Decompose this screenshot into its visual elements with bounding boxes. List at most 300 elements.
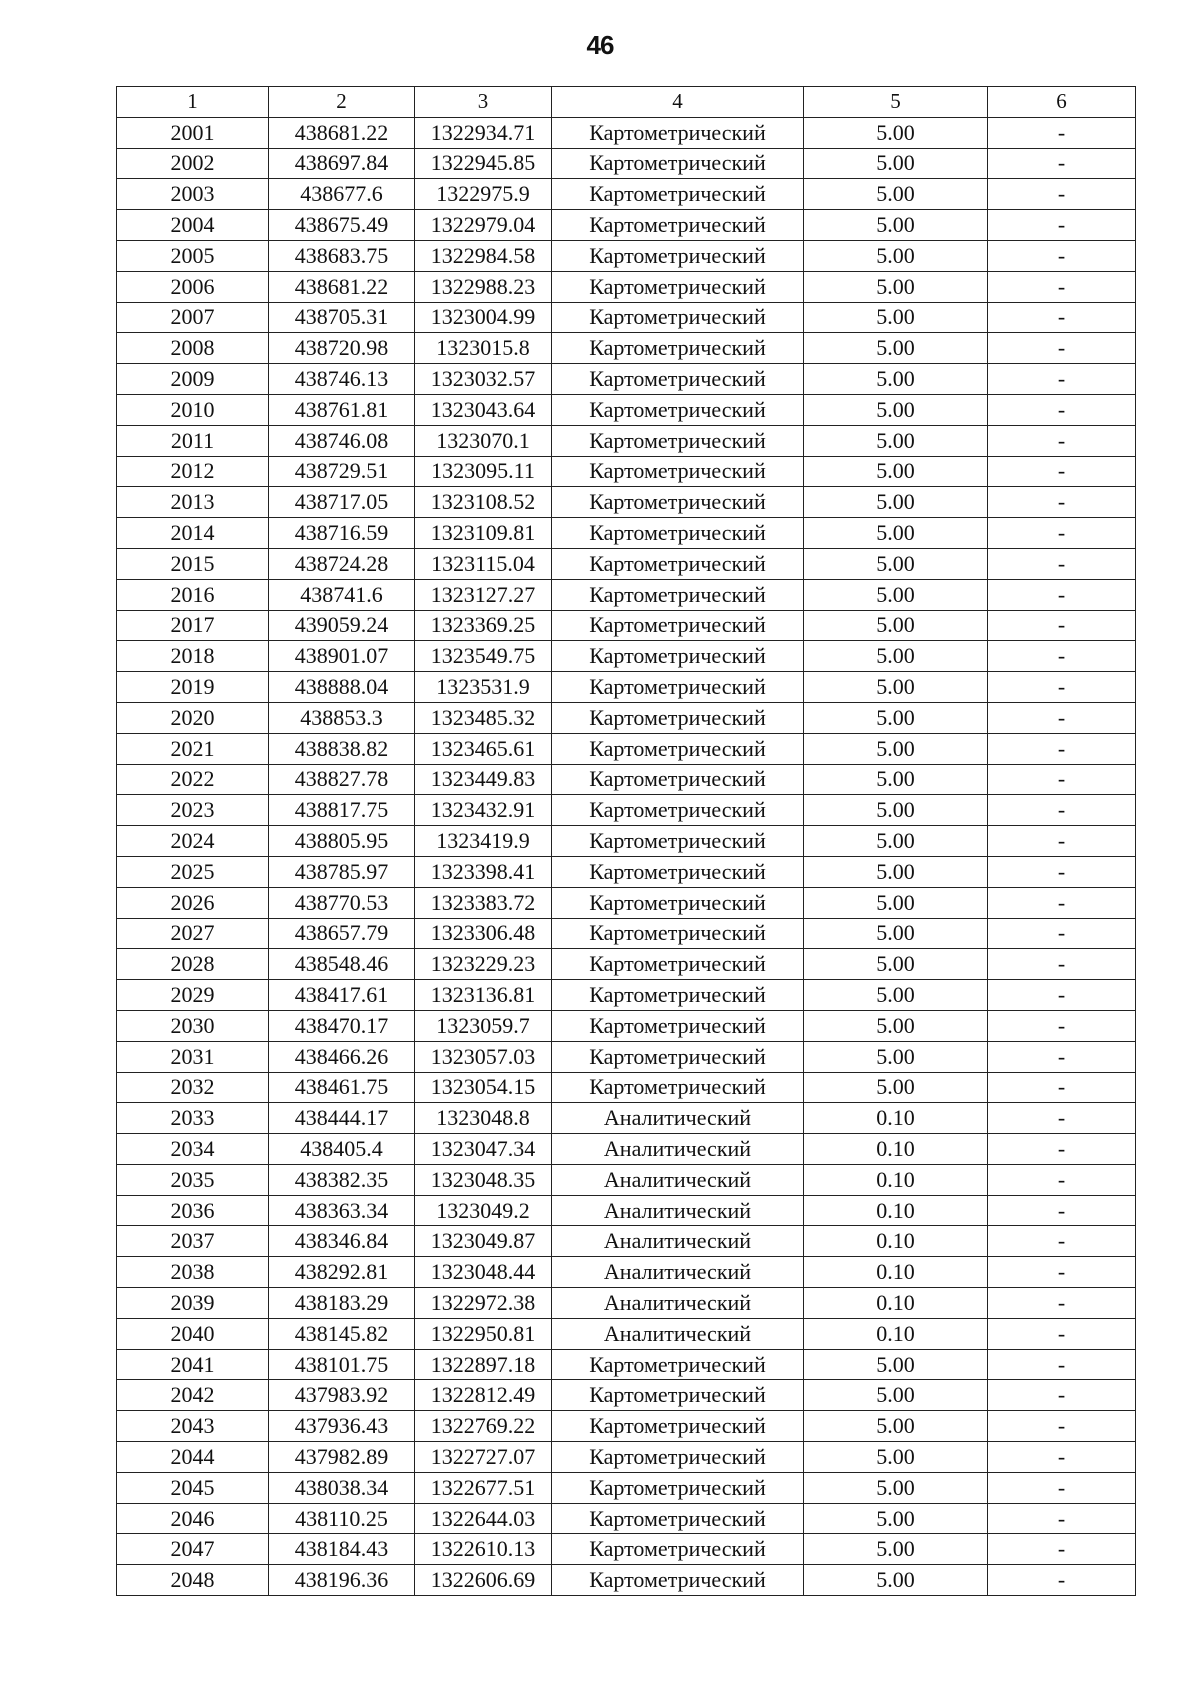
y-coordinate-cell: 1323306.48 <box>415 918 552 949</box>
method-cell: Картометрический <box>552 610 804 641</box>
note-cell: - <box>988 302 1136 333</box>
point-number-cell: 2045 <box>117 1472 269 1503</box>
x-coordinate-cell: 438716.59 <box>269 518 415 549</box>
table-row <box>117 1380 1136 1411</box>
note-cell: - <box>988 579 1136 610</box>
note-cell: - <box>988 610 1136 641</box>
note-cell: - <box>988 887 1136 918</box>
accuracy-cell: 5.00 <box>804 548 988 579</box>
table-row <box>117 1010 1136 1041</box>
x-coordinate-cell: 438101.75 <box>269 1349 415 1380</box>
table-row <box>117 487 1136 518</box>
method-cell: Картометрический <box>552 456 804 487</box>
point-number-cell: 2002 <box>117 148 269 179</box>
method-cell: Картометрический <box>552 764 804 795</box>
point-number-cell: 2043 <box>117 1411 269 1442</box>
note-cell: - <box>988 364 1136 395</box>
accuracy-cell: 5.00 <box>804 487 988 518</box>
column-header: 3 <box>415 87 552 118</box>
note-cell: - <box>988 425 1136 456</box>
accuracy-cell: 5.00 <box>804 1041 988 1072</box>
table-header-row <box>117 87 1136 118</box>
x-coordinate-cell: 438657.79 <box>269 918 415 949</box>
y-coordinate-cell: 1323108.52 <box>415 487 552 518</box>
point-number-cell: 2037 <box>117 1226 269 1257</box>
note-cell: - <box>988 117 1136 148</box>
table-body <box>117 117 1136 1595</box>
accuracy-cell: 5.00 <box>804 394 988 425</box>
table-row <box>117 271 1136 302</box>
y-coordinate-cell: 1322727.07 <box>415 1442 552 1473</box>
method-cell: Картометрический <box>552 548 804 579</box>
y-coordinate-cell: 1323549.75 <box>415 641 552 672</box>
method-cell: Картометрический <box>552 364 804 395</box>
method-cell: Аналитический <box>552 1288 804 1319</box>
table-row <box>117 394 1136 425</box>
note-cell: - <box>988 394 1136 425</box>
note-cell: - <box>988 518 1136 549</box>
accuracy-cell: 5.00 <box>804 856 988 887</box>
point-number-cell: 2034 <box>117 1134 269 1165</box>
table-row <box>117 364 1136 395</box>
accuracy-cell: 5.00 <box>804 1503 988 1534</box>
note-cell: - <box>988 1411 1136 1442</box>
x-coordinate-cell: 438746.13 <box>269 364 415 395</box>
y-coordinate-cell: 1323109.81 <box>415 518 552 549</box>
point-number-cell: 2004 <box>117 210 269 241</box>
y-coordinate-cell: 1323449.83 <box>415 764 552 795</box>
table-row <box>117 1072 1136 1103</box>
accuracy-cell: 5.00 <box>804 949 988 980</box>
y-coordinate-cell: 1322610.13 <box>415 1534 552 1565</box>
point-number-cell: 2021 <box>117 733 269 764</box>
point-number-cell: 2007 <box>117 302 269 333</box>
y-coordinate-cell: 1323136.81 <box>415 980 552 1011</box>
y-coordinate-cell: 1323115.04 <box>415 548 552 579</box>
accuracy-cell: 5.00 <box>804 672 988 703</box>
accuracy-cell: 0.10 <box>804 1134 988 1165</box>
table-row <box>117 1442 1136 1473</box>
note-cell: - <box>988 733 1136 764</box>
note-cell: - <box>988 949 1136 980</box>
y-coordinate-cell: 1322950.81 <box>415 1318 552 1349</box>
note-cell: - <box>988 1288 1136 1319</box>
y-coordinate-cell: 1323432.91 <box>415 795 552 826</box>
note-cell: - <box>988 1318 1136 1349</box>
point-number-cell: 2047 <box>117 1534 269 1565</box>
x-coordinate-cell: 438741.6 <box>269 579 415 610</box>
accuracy-cell: 5.00 <box>804 887 988 918</box>
method-cell: Аналитический <box>552 1226 804 1257</box>
accuracy-cell: 5.00 <box>804 117 988 148</box>
note-cell: - <box>988 1503 1136 1534</box>
x-coordinate-cell: 438548.46 <box>269 949 415 980</box>
point-number-cell: 2019 <box>117 672 269 703</box>
note-cell: - <box>988 1134 1136 1165</box>
point-number-cell: 2010 <box>117 394 269 425</box>
point-number-cell: 2014 <box>117 518 269 549</box>
accuracy-cell: 5.00 <box>804 210 988 241</box>
point-number-cell: 2023 <box>117 795 269 826</box>
x-coordinate-cell: 438405.4 <box>269 1134 415 1165</box>
y-coordinate-cell: 1322975.9 <box>415 179 552 210</box>
method-cell: Аналитический <box>552 1318 804 1349</box>
accuracy-cell: 5.00 <box>804 518 988 549</box>
table-row <box>117 702 1136 733</box>
note-cell: - <box>988 333 1136 364</box>
y-coordinate-cell: 1323383.72 <box>415 887 552 918</box>
y-coordinate-cell: 1322984.58 <box>415 240 552 271</box>
table-row <box>117 1041 1136 1072</box>
point-number-cell: 2039 <box>117 1288 269 1319</box>
method-cell: Картометрический <box>552 918 804 949</box>
method-cell: Картометрический <box>552 1442 804 1473</box>
method-cell: Картометрический <box>552 210 804 241</box>
y-coordinate-cell: 1323127.27 <box>415 579 552 610</box>
accuracy-cell: 5.00 <box>804 579 988 610</box>
x-coordinate-cell: 439059.24 <box>269 610 415 641</box>
accuracy-cell: 5.00 <box>804 1349 988 1380</box>
y-coordinate-cell: 1322769.22 <box>415 1411 552 1442</box>
note-cell: - <box>988 918 1136 949</box>
method-cell: Картометрический <box>552 949 804 980</box>
table-row <box>117 1503 1136 1534</box>
note-cell: - <box>988 641 1136 672</box>
x-coordinate-cell: 438038.34 <box>269 1472 415 1503</box>
accuracy-cell: 5.00 <box>804 733 988 764</box>
note-cell: - <box>988 1257 1136 1288</box>
note-cell: - <box>988 795 1136 826</box>
method-cell: Картометрический <box>552 302 804 333</box>
table-row <box>117 148 1136 179</box>
y-coordinate-cell: 1322934.71 <box>415 117 552 148</box>
table-row <box>117 826 1136 857</box>
point-number-cell: 2036 <box>117 1195 269 1226</box>
x-coordinate-cell: 438196.36 <box>269 1565 415 1596</box>
y-coordinate-cell: 1323070.1 <box>415 425 552 456</box>
method-cell: Картометрический <box>552 487 804 518</box>
y-coordinate-cell: 1323059.7 <box>415 1010 552 1041</box>
x-coordinate-cell: 438785.97 <box>269 856 415 887</box>
accuracy-cell: 5.00 <box>804 425 988 456</box>
x-coordinate-cell: 438770.53 <box>269 887 415 918</box>
note-cell: - <box>988 764 1136 795</box>
point-number-cell: 2046 <box>117 1503 269 1534</box>
y-coordinate-cell: 1323419.9 <box>415 826 552 857</box>
accuracy-cell: 5.00 <box>804 1411 988 1442</box>
method-cell: Картометрический <box>552 980 804 1011</box>
y-coordinate-cell: 1323054.15 <box>415 1072 552 1103</box>
y-coordinate-cell: 1323048.44 <box>415 1257 552 1288</box>
table-row <box>117 949 1136 980</box>
point-number-cell: 2022 <box>117 764 269 795</box>
table-row <box>117 579 1136 610</box>
table-row <box>117 548 1136 579</box>
table-row <box>117 1472 1136 1503</box>
table-row <box>117 672 1136 703</box>
x-coordinate-cell: 438382.35 <box>269 1164 415 1195</box>
point-number-cell: 2025 <box>117 856 269 887</box>
table-row <box>117 1318 1136 1349</box>
note-cell: - <box>988 826 1136 857</box>
table-row <box>117 887 1136 918</box>
table-row <box>117 1164 1136 1195</box>
x-coordinate-cell: 438363.34 <box>269 1195 415 1226</box>
accuracy-cell: 5.00 <box>804 148 988 179</box>
table-row <box>117 425 1136 456</box>
y-coordinate-cell: 1322677.51 <box>415 1472 552 1503</box>
x-coordinate-cell: 438346.84 <box>269 1226 415 1257</box>
y-coordinate-cell: 1323004.99 <box>415 302 552 333</box>
y-coordinate-cell: 1323229.23 <box>415 949 552 980</box>
note-cell: - <box>988 1103 1136 1134</box>
y-coordinate-cell: 1322644.03 <box>415 1503 552 1534</box>
accuracy-cell: 5.00 <box>804 179 988 210</box>
note-cell: - <box>988 1380 1136 1411</box>
note-cell: - <box>988 179 1136 210</box>
table-row <box>117 456 1136 487</box>
x-coordinate-cell: 438817.75 <box>269 795 415 826</box>
note-cell: - <box>988 210 1136 241</box>
x-coordinate-cell: 438292.81 <box>269 1257 415 1288</box>
y-coordinate-cell: 1323531.9 <box>415 672 552 703</box>
x-coordinate-cell: 438681.22 <box>269 117 415 148</box>
x-coordinate-cell: 438417.61 <box>269 980 415 1011</box>
y-coordinate-cell: 1323369.25 <box>415 610 552 641</box>
table-row <box>117 980 1136 1011</box>
x-coordinate-cell: 438677.6 <box>269 179 415 210</box>
point-number-cell: 2035 <box>117 1164 269 1195</box>
y-coordinate-cell: 1322988.23 <box>415 271 552 302</box>
accuracy-cell: 5.00 <box>804 1534 988 1565</box>
accuracy-cell: 5.00 <box>804 271 988 302</box>
x-coordinate-cell: 438724.28 <box>269 548 415 579</box>
note-cell: - <box>988 702 1136 733</box>
x-coordinate-cell: 438853.3 <box>269 702 415 733</box>
point-number-cell: 2029 <box>117 980 269 1011</box>
point-number-cell: 2001 <box>117 117 269 148</box>
method-cell: Картометрический <box>552 148 804 179</box>
y-coordinate-cell: 1323398.41 <box>415 856 552 887</box>
accuracy-cell: 5.00 <box>804 764 988 795</box>
method-cell: Картометрический <box>552 702 804 733</box>
point-number-cell: 2040 <box>117 1318 269 1349</box>
method-cell: Картометрический <box>552 826 804 857</box>
point-number-cell: 2005 <box>117 240 269 271</box>
table-row <box>117 518 1136 549</box>
x-coordinate-cell: 438444.17 <box>269 1103 415 1134</box>
method-cell: Картометрический <box>552 117 804 148</box>
accuracy-cell: 5.00 <box>804 1472 988 1503</box>
accuracy-cell: 5.00 <box>804 980 988 1011</box>
method-cell: Аналитический <box>552 1134 804 1165</box>
method-cell: Картометрический <box>552 271 804 302</box>
x-coordinate-cell: 438461.75 <box>269 1072 415 1103</box>
note-cell: - <box>988 548 1136 579</box>
y-coordinate-cell: 1323057.03 <box>415 1041 552 1072</box>
y-coordinate-cell: 1323015.8 <box>415 333 552 364</box>
table-row <box>117 1565 1136 1596</box>
accuracy-cell: 5.00 <box>804 918 988 949</box>
y-coordinate-cell: 1322897.18 <box>415 1349 552 1380</box>
table-row <box>117 764 1136 795</box>
accuracy-cell: 0.10 <box>804 1195 988 1226</box>
accuracy-cell: 5.00 <box>804 364 988 395</box>
x-coordinate-cell: 438901.07 <box>269 641 415 672</box>
method-cell: Картометрический <box>552 641 804 672</box>
x-coordinate-cell: 438705.31 <box>269 302 415 333</box>
method-cell: Аналитический <box>552 1164 804 1195</box>
y-coordinate-cell: 1322979.04 <box>415 210 552 241</box>
method-cell: Картометрический <box>552 1380 804 1411</box>
y-coordinate-cell: 1323095.11 <box>415 456 552 487</box>
x-coordinate-cell: 438720.98 <box>269 333 415 364</box>
accuracy-cell: 0.10 <box>804 1318 988 1349</box>
y-coordinate-cell: 1322945.85 <box>415 148 552 179</box>
table-row <box>117 610 1136 641</box>
table-row <box>117 302 1136 333</box>
x-coordinate-cell: 438805.95 <box>269 826 415 857</box>
note-cell: - <box>988 1442 1136 1473</box>
y-coordinate-cell: 1322972.38 <box>415 1288 552 1319</box>
accuracy-cell: 5.00 <box>804 240 988 271</box>
x-coordinate-cell: 438761.81 <box>269 394 415 425</box>
point-number-cell: 2033 <box>117 1103 269 1134</box>
x-coordinate-cell: 438717.05 <box>269 487 415 518</box>
point-number-cell: 2020 <box>117 702 269 733</box>
accuracy-cell: 0.10 <box>804 1226 988 1257</box>
method-cell: Картометрический <box>552 1010 804 1041</box>
table-row <box>117 856 1136 887</box>
x-coordinate-cell: 438183.29 <box>269 1288 415 1319</box>
method-cell: Картометрический <box>552 1472 804 1503</box>
point-number-cell: 2030 <box>117 1010 269 1041</box>
x-coordinate-cell: 437983.92 <box>269 1380 415 1411</box>
y-coordinate-cell: 1323049.87 <box>415 1226 552 1257</box>
note-cell: - <box>988 487 1136 518</box>
x-coordinate-cell: 438697.84 <box>269 148 415 179</box>
point-number-cell: 2003 <box>117 179 269 210</box>
y-coordinate-cell: 1323048.8 <box>415 1103 552 1134</box>
method-cell: Картометрический <box>552 887 804 918</box>
accuracy-cell: 5.00 <box>804 1442 988 1473</box>
point-number-cell: 2031 <box>117 1041 269 1072</box>
table-row <box>117 1134 1136 1165</box>
y-coordinate-cell: 1323048.35 <box>415 1164 552 1195</box>
point-number-cell: 2016 <box>117 579 269 610</box>
method-cell: Картометрический <box>552 518 804 549</box>
y-coordinate-cell: 1322606.69 <box>415 1565 552 1596</box>
accuracy-cell: 5.00 <box>804 641 988 672</box>
method-cell: Картометрический <box>552 1534 804 1565</box>
method-cell: Аналитический <box>552 1257 804 1288</box>
point-number-cell: 2038 <box>117 1257 269 1288</box>
point-number-cell: 2032 <box>117 1072 269 1103</box>
table-row <box>117 1257 1136 1288</box>
method-cell: Картометрический <box>552 856 804 887</box>
table-row <box>117 1288 1136 1319</box>
accuracy-cell: 5.00 <box>804 1010 988 1041</box>
table-row <box>117 1349 1136 1380</box>
x-coordinate-cell: 438746.08 <box>269 425 415 456</box>
table-row <box>117 733 1136 764</box>
note-cell: - <box>988 980 1136 1011</box>
method-cell: Картометрический <box>552 795 804 826</box>
x-coordinate-cell: 438729.51 <box>269 456 415 487</box>
column-header: 4 <box>552 87 804 118</box>
note-cell: - <box>988 1010 1136 1041</box>
x-coordinate-cell: 438827.78 <box>269 764 415 795</box>
x-coordinate-cell: 438466.26 <box>269 1041 415 1072</box>
accuracy-cell: 5.00 <box>804 1072 988 1103</box>
method-cell: Картометрический <box>552 579 804 610</box>
note-cell: - <box>988 271 1136 302</box>
point-number-cell: 2013 <box>117 487 269 518</box>
note-cell: - <box>988 1195 1136 1226</box>
method-cell: Картометрический <box>552 394 804 425</box>
point-number-cell: 2024 <box>117 826 269 857</box>
note-cell: - <box>988 1164 1136 1195</box>
accuracy-cell: 0.10 <box>804 1164 988 1195</box>
point-number-cell: 2008 <box>117 333 269 364</box>
y-coordinate-cell: 1323049.2 <box>415 1195 552 1226</box>
coordinates-table <box>116 86 1136 1596</box>
point-number-cell: 2026 <box>117 887 269 918</box>
table-row <box>117 795 1136 826</box>
x-coordinate-cell: 438683.75 <box>269 240 415 271</box>
column-header: 1 <box>117 87 269 118</box>
table-row <box>117 1103 1136 1134</box>
point-number-cell: 2011 <box>117 425 269 456</box>
method-cell: Картометрический <box>552 1072 804 1103</box>
point-number-cell: 2009 <box>117 364 269 395</box>
x-coordinate-cell: 438675.49 <box>269 210 415 241</box>
table-row <box>117 641 1136 672</box>
accuracy-cell: 5.00 <box>804 1565 988 1596</box>
table-row <box>117 1534 1136 1565</box>
note-cell: - <box>988 148 1136 179</box>
method-cell: Картометрический <box>552 240 804 271</box>
table-row <box>117 210 1136 241</box>
method-cell: Картометрический <box>552 1411 804 1442</box>
method-cell: Картометрический <box>552 333 804 364</box>
accuracy-cell: 5.00 <box>804 702 988 733</box>
table-row <box>117 179 1136 210</box>
table-row <box>117 240 1136 271</box>
method-cell: Аналитический <box>552 1103 804 1134</box>
method-cell: Картометрический <box>552 672 804 703</box>
note-cell: - <box>988 240 1136 271</box>
accuracy-cell: 5.00 <box>804 456 988 487</box>
x-coordinate-cell: 437936.43 <box>269 1411 415 1442</box>
method-cell: Картометрический <box>552 733 804 764</box>
method-cell: Картометрический <box>552 1041 804 1072</box>
method-cell: Картометрический <box>552 179 804 210</box>
note-cell: - <box>988 1565 1136 1596</box>
point-number-cell: 2015 <box>117 548 269 579</box>
table-row <box>117 1195 1136 1226</box>
method-cell: Картометрический <box>552 1565 804 1596</box>
column-header: 6 <box>988 87 1136 118</box>
y-coordinate-cell: 1323465.61 <box>415 733 552 764</box>
table-row <box>117 1226 1136 1257</box>
note-cell: - <box>988 456 1136 487</box>
point-number-cell: 2017 <box>117 610 269 641</box>
accuracy-cell: 5.00 <box>804 610 988 641</box>
table-row <box>117 918 1136 949</box>
note-cell: - <box>988 1226 1136 1257</box>
accuracy-cell: 5.00 <box>804 302 988 333</box>
